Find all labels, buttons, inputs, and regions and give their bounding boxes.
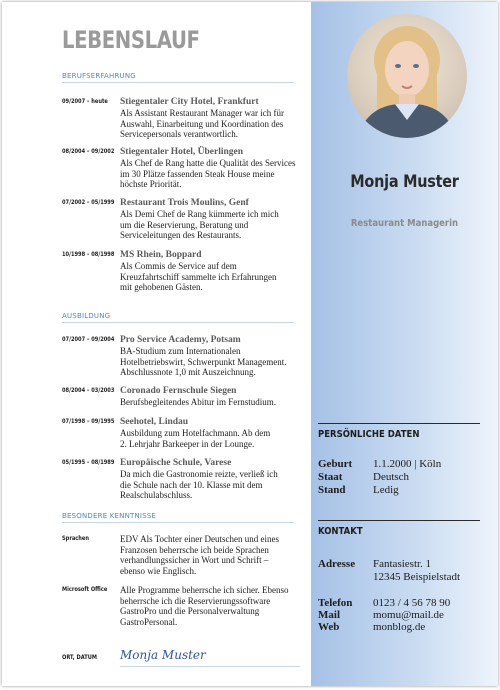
profile-photo xyxy=(347,14,467,138)
entry-org: Stiegentaler City Hotel, Frankfurt xyxy=(120,97,259,107)
entry-date: 10/1998 – 08/1998 xyxy=(62,251,115,258)
entry-date: 09/2007 – heute xyxy=(62,98,108,105)
entry-org: Restaurant Trois Moulins, Genf xyxy=(120,198,249,208)
profile-name: Monja Muster xyxy=(350,172,459,192)
entry-date: 05/1995 – 08/1989 xyxy=(62,459,115,466)
entry-org: Coronado Fernschule Siegen xyxy=(120,386,237,396)
signature-line xyxy=(120,666,300,667)
entry-org: Stiegentaler Hotel, Überlingen xyxy=(120,147,244,157)
entry-org: Europäische Schule, Varese xyxy=(120,458,232,468)
entry-desc: Als Chef de Rang hatte die Qualität des Services im 30 Plätze fassenden Steak House meine höchste Priorität. xyxy=(120,158,296,189)
entry-desc: Als Commis de Service auf dem Kreuzfahrtschiff sammelte ich Erfahrungen mit gehobenen Gästen. xyxy=(120,261,277,292)
signature: Monja Muster xyxy=(120,648,206,662)
entry-desc: Da mich die Gastronomie reizte, verließ ich die Schule nach der 10. Klasse mit dem Realschulabschluss. xyxy=(120,469,278,500)
entry-desc: Als Demi Chef de Rang kümmerte ich mich um die Reservierung, Beratung und Serviceleitungen des Restaurants. xyxy=(120,209,279,240)
cv-page: Monja Muster Restaurant Managerin PERSÖNLICHE DATEN Geburt 1.1.2000 | Köln Staat Deutsch Stand Ledig KONTAKT Adresse Fantasiestr. 1 12345 Beispielstadt Telefon 0123 / 4 56 78 90 Mail momu@mail.de Web monblog.de LEBENSLAUF BERUFSERFAHRUNG 09/2007 – heute Stiegentaler City Hotel, Frankfurt Als Assistant Restaurant Manager war ich für Auswahl, Einarbeitung und Koordination des Servicepersonals verantwortlich. 08/2004 – 09/2002 Stiegentaler Hotel, Überlingen Als Chef de Rang hatte die Qualität des Services im 30 Plätze fassenden Steak House meine höchste Priorität. 07/2002 – 05/1999 Restaurant Trois Moulins, Genf Als Demi Chef de Rang kümmerte ich mich um die Reservierung, Beratung und Serviceleitungen des Restaurants. 10/1998 – 08/1998 MS Rhein, Boppard Als Commis de Service auf dem Kreuzfahrtschiff sammelte ich Erfahrungen mit gehobenen Gästen. AUSBILDUNG 07/2007 – 09/2004 Pro Service Academy, Potsam BA-Studium zum Internationalen Hotelbetriebswirt, Schwerpunkt Management. Abschlussnote 1,0 mit Auszeichnung. 08/2004 – 03/2003 Coronado Fernschule Siegen Berufsbegleitendes Abitur im Fernstudium. 07/1998 – 09/1995 Seehotel, Lindau Ausbildung zum Hotelfachmann. Ab dem 2. Lehrjahr Barkeeper in der Lounge. 05/1995 – 08/1989 Europäische Schule, Varese Da mich die Gastronomie reizte, verließ ich die Schule nach der 10. Klasse mit dem Realschulabschluss. BESONDERE KENNTNISSE Sprachen EDV Als Tochter einer Deutschen und eines Franzosen beherrsche ich beide Sprachen verhandlungssicher in Wort und Schrift – ebenso wie Englisch. Microsoft Office Alle Programme beherrsche ich sicher. Ebenso beherrsche ich die Reservierungssoftware GastroPro und die Personalverwaltung GastroPersonal. ORT, DATUM Monja Muster xyxy=(2,2,498,686)
entry-desc: Berufsbegleitendes Abitur im Fernstudium. xyxy=(120,397,276,407)
section-heading-experience: BERUFSERFAHRUNG xyxy=(62,72,294,83)
skill-desc: Alle Programme beherrsche ich sicher. Ebenso beherrsche ich die Reservierungssoftware GastroPro und die Personalverwaltung GastroPersonal. xyxy=(120,585,289,627)
entry-org: Pro Service Academy, Potsam xyxy=(120,335,241,345)
entry-date: 07/2002 – 05/1999 xyxy=(62,199,115,206)
entry-desc: Ausbildung zum Hotelfachmann. Ab dem 2. Lehrjahr Barkeeper in der Lounge. xyxy=(120,428,271,449)
contact-heading: KONTAKT xyxy=(318,520,480,537)
entry-date: 08/2004 – 09/2002 xyxy=(62,148,115,155)
entry-org: Seehotel, Lindau xyxy=(120,417,189,427)
entry-org: MS Rhein, Boppard xyxy=(120,250,202,260)
profile-role: Restaurant Managerin xyxy=(350,218,459,229)
skill-label: Sprachen xyxy=(62,535,90,542)
entry-desc: BA-Studium zum Internationalen Hotelbetriebswirt, Schwerpunkt Management. Abschlussnote 1,0 mit Auszeichnung. xyxy=(120,346,287,377)
entry-date: 07/1998 – 09/1995 xyxy=(62,418,115,425)
skill-label: Microsoft Office xyxy=(62,586,108,593)
section-heading-skills: BESONDERE KENNTNISSE xyxy=(62,512,294,523)
entry-date: 07/2007 – 09/2004 xyxy=(62,336,115,343)
entry-date: 08/2004 – 03/2003 xyxy=(62,387,115,394)
section-heading-education: AUSBILDUNG xyxy=(62,312,294,323)
entry-desc: Als Assistant Restaurant Manager war ich für Auswahl, Einarbeitung und Koordination des Servicepersonals verantwortlich. xyxy=(120,108,284,139)
signature-label: ORT, DATUM xyxy=(62,654,97,661)
personal-data-heading: PERSÖNLICHE DATEN xyxy=(318,423,480,440)
page-title: LEBENSLAUF xyxy=(62,26,200,54)
skill-desc: EDV Als Tochter einer Deutschen und eines Franzosen beherrsche ich beide Sprachen verhandlungssicher in Wort und Schrift – ebenso wie Englisch. xyxy=(120,534,279,576)
